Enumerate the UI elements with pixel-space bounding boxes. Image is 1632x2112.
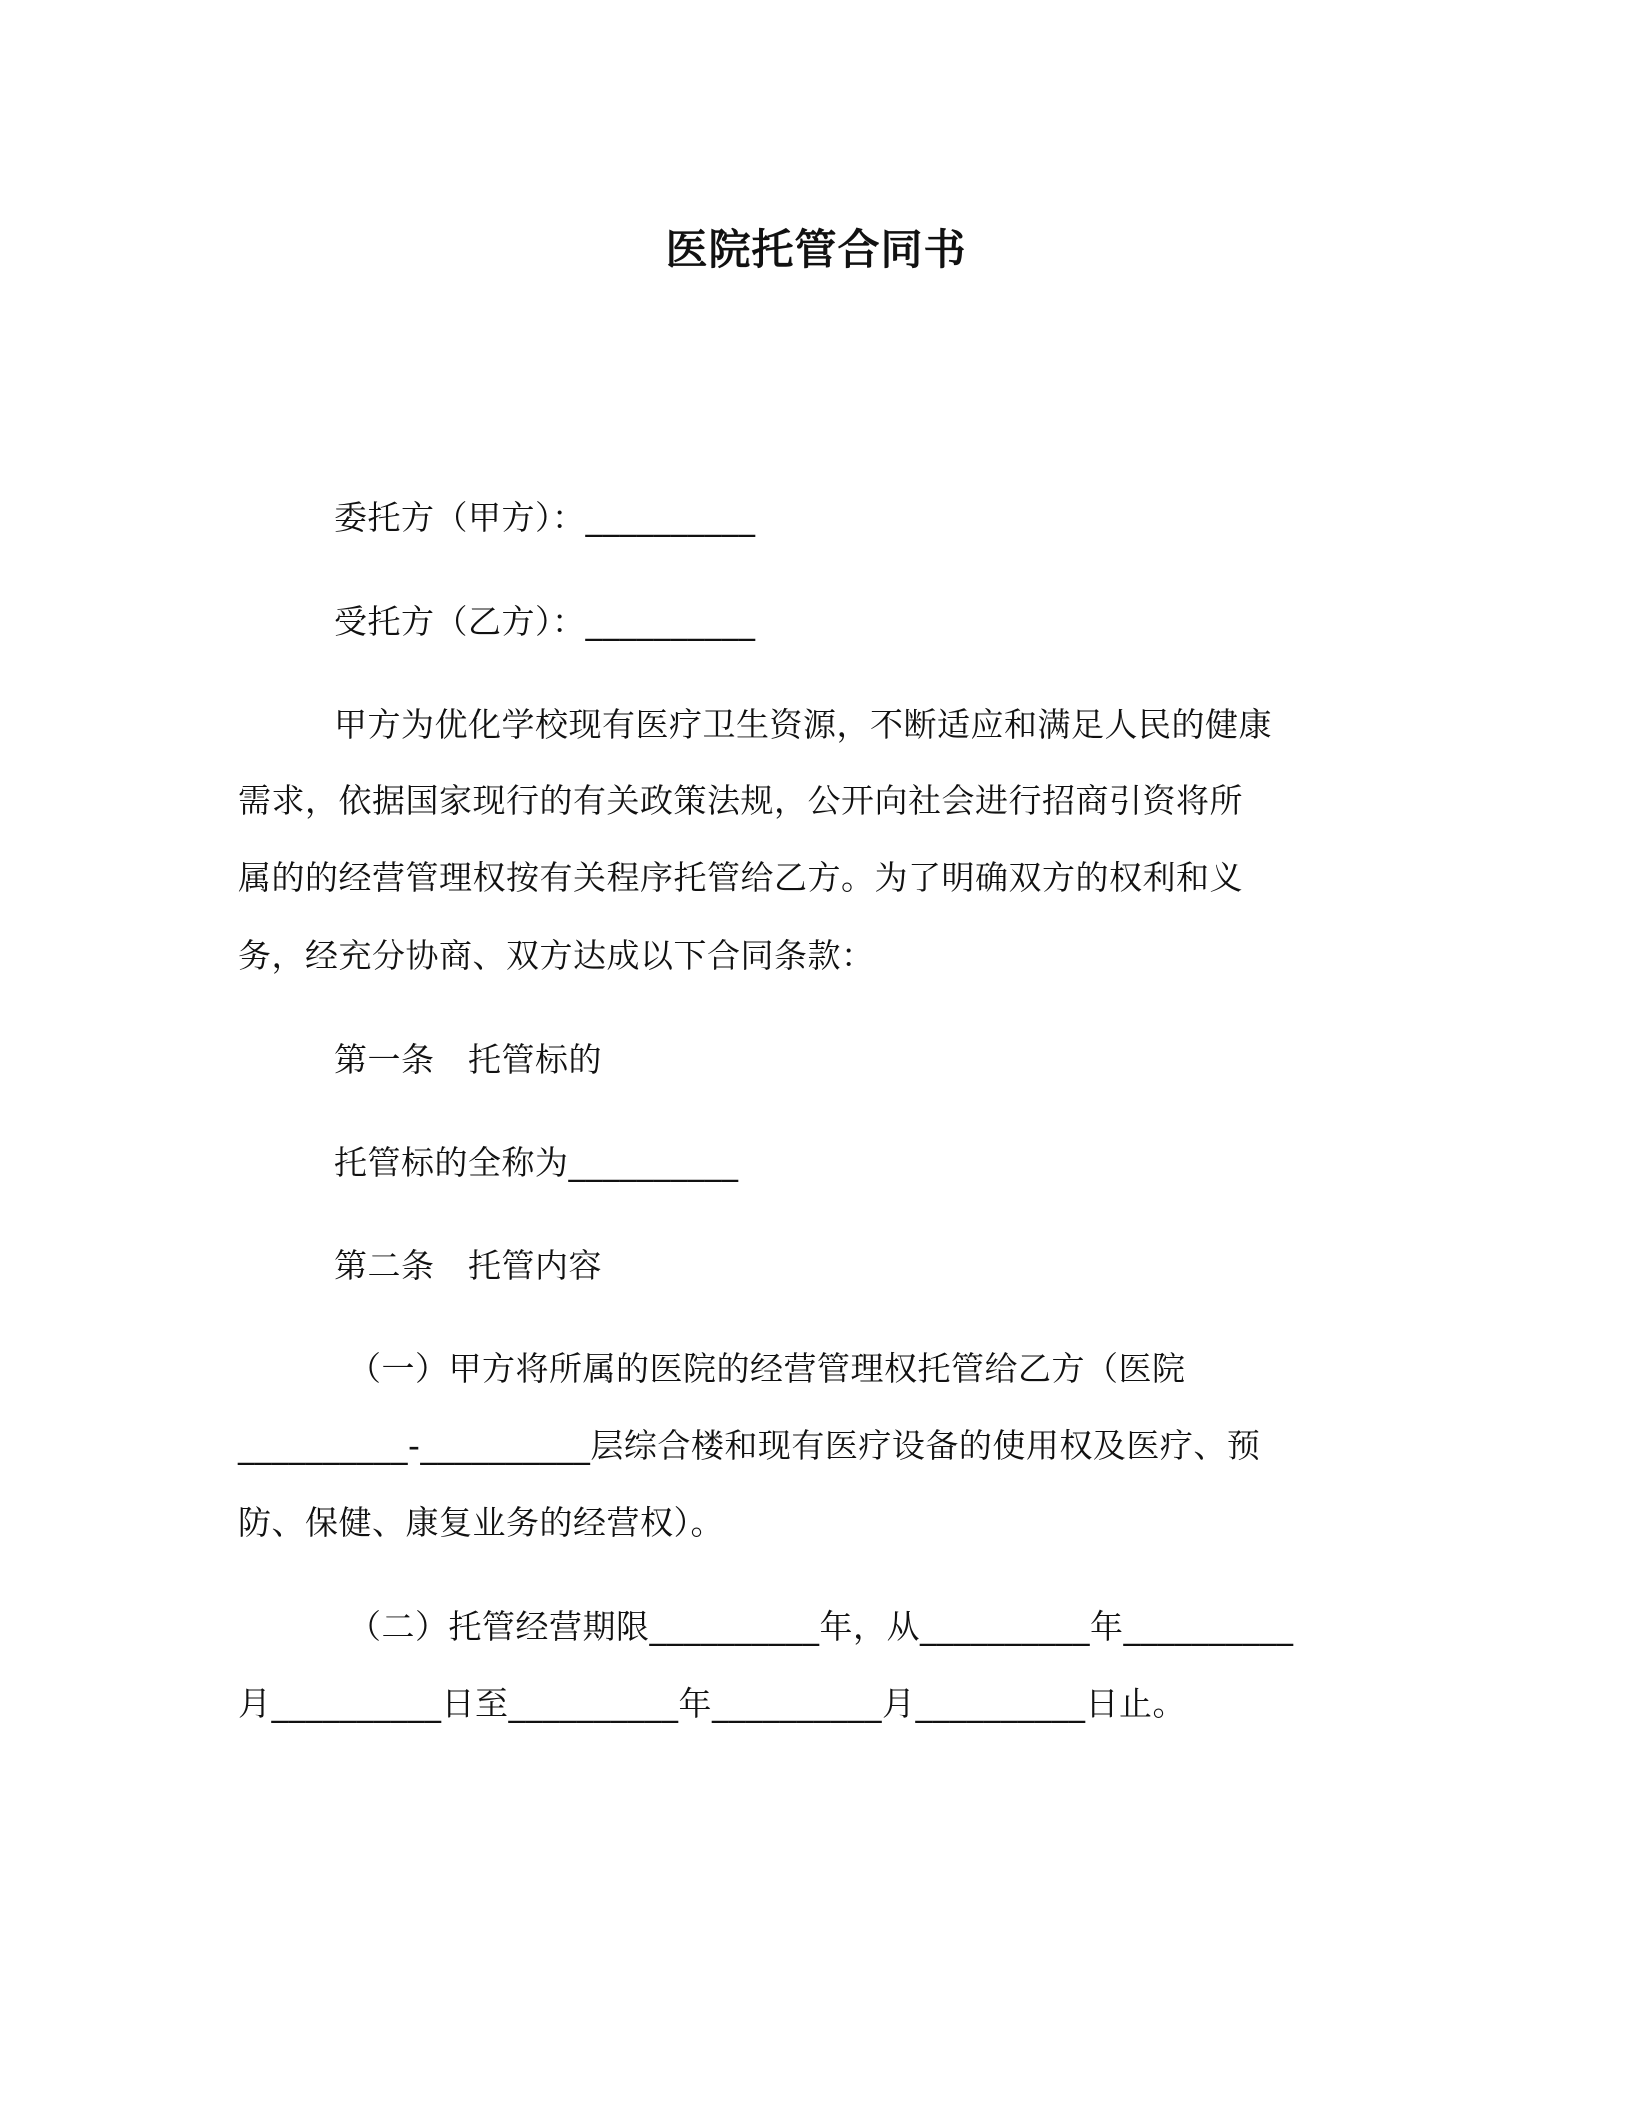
article-2-item-1-line: （一）甲方将所属的医院的经营管理权托管给乙方（医院 [348, 1349, 1186, 1388]
article-1-content: 托管标的全称为__________ [334, 1143, 739, 1182]
intro-paragraph-line: 务，经充分协商、双方达成以下合同条款： [238, 936, 875, 975]
article-2-item-1-line: __________-__________层综合楼和现有医疗设备的使用权及医疗、预 [238, 1426, 1261, 1465]
intro-paragraph-line: 需求，依据国家现行的有关政策法规，公开向社会进行招商引资将所 [238, 781, 1243, 820]
party-b-line: 受托方（乙方）：__________ [334, 602, 756, 641]
article-2-heading: 第二条 托管内容 [334, 1246, 602, 1285]
document-title: 医院托管合同书 [665, 225, 967, 274]
article-2-item-1-line: 防、保健、康复业务的经营权）。 [238, 1503, 724, 1542]
article-1-heading: 第一条 托管标的 [334, 1040, 602, 1079]
party-a-line: 委托方（甲方）：__________ [334, 498, 756, 537]
article-2-item-2-line: 月__________日至__________年__________月__________日止。 [238, 1684, 1186, 1723]
article-2-item-2-line: （二）托管经营期限__________年，从__________年__________ [348, 1607, 1294, 1646]
intro-paragraph-line: 属的的经营管理权按有关程序托管给乙方。为了明确双方的权利和义 [238, 858, 1243, 897]
intro-paragraph-line: 甲方为优化学校现有医疗卫生资源，不断适应和满足人民的健康 [334, 705, 1272, 744]
